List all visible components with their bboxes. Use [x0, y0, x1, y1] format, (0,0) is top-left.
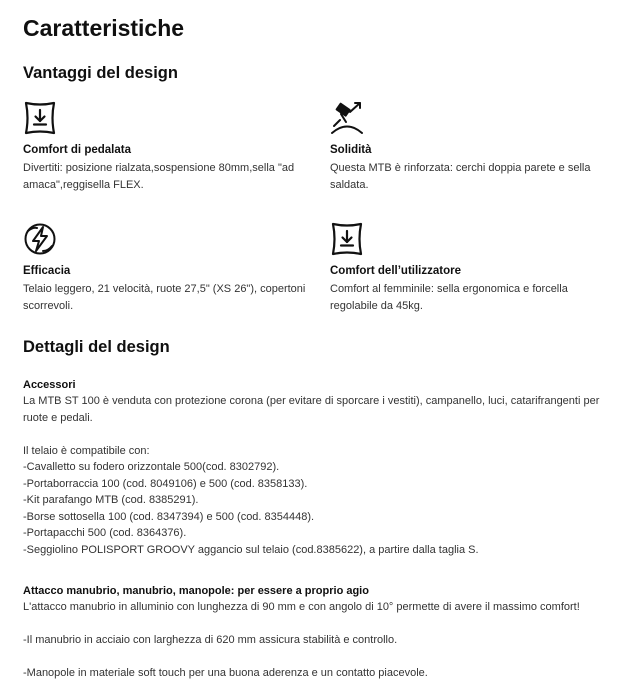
accessories-title: Accessori [23, 379, 76, 391]
feature-efficiency [23, 221, 330, 314]
advantages-grid [23, 100, 617, 314]
handlebar-line: L'attacco manubrio in alluminio con lunghezza di 90 mm e con angolo di 10° permette di avere il massimo comfort! [23, 601, 580, 613]
compat-title: Il telaio è compatibile con: [23, 444, 150, 457]
compat-item: -Cavalletto su fodero orizzontale 500(cod. 8302792). [23, 461, 280, 473]
feature-user-comfort [330, 221, 618, 314]
compat-item: -Seggiolino POLISPORT GROOVY aggancio sul telaio (cod.8385622), a partire dalla taglia S. [23, 543, 479, 556]
feature-title: Comfort di pedalata [23, 144, 131, 156]
feature-title: Solidità [330, 144, 372, 156]
advantages-heading: Vantaggi del design [23, 64, 178, 82]
feature-title: Comfort dell’utilizzatore [330, 265, 461, 277]
handlebar-line: -Il manubrio in acciaio con larghezza di 620 mm assicura stabilità e controllo. [23, 634, 398, 646]
hammer-strength-icon [330, 100, 364, 136]
feature-text: Questa MTB è rinforzata: cerchi doppia parete e sella saldata. [330, 162, 591, 191]
compat-item: -Kit parafango MTB (cod. 8385291). [23, 494, 199, 506]
feature-text: Telaio leggero, 21 velocità, ruote 27,5" (XS 26"), copertoni scorrevoli. [23, 283, 306, 312]
feature-comfort-pedaling [23, 100, 330, 193]
download-box-icon [23, 100, 57, 136]
feature-solidity [330, 100, 618, 193]
accessories-block [23, 377, 617, 558]
download-box-icon [330, 221, 364, 257]
accessories-intro: La MTB ST 100 è venduta con protezione corona (per evitare di sporcare i vestiti), campanello, luci, catarifrangenti per ruote e pedali. [23, 395, 600, 424]
handlebar-line: -Manopole in materiale soft touch per una buona aderenza e un contatto piacevole. [23, 667, 428, 679]
handlebar-title: Attacco manubrio, manubrio, manopole: per essere a proprio agio [23, 585, 369, 597]
lightning-efficiency-icon [23, 221, 57, 257]
handlebar-block [23, 583, 617, 682]
compat-item: -Portapacchi 500 (cod. 8364376). [23, 527, 187, 539]
feature-text: Divertiti: posizione rialzata,sospensione 80mm,sella "ad amaca",reggisella FLEX. [23, 162, 295, 191]
feature-text: Comfort al femminile: sella ergonomica e forcella regolabile da 45kg. [330, 283, 568, 312]
page-title: Caratteristiche [23, 15, 185, 41]
compat-item: -Borse sottosella 100 (cod. 8347394) e 500 (cod. 8354448). [23, 510, 315, 523]
details-heading: Dettagli del design [23, 338, 170, 356]
feature-title: Efficacia [23, 265, 71, 277]
compat-item: -Portaborraccia 100 (cod. 8049106) e 500 (cod. 8358133). [23, 477, 308, 490]
